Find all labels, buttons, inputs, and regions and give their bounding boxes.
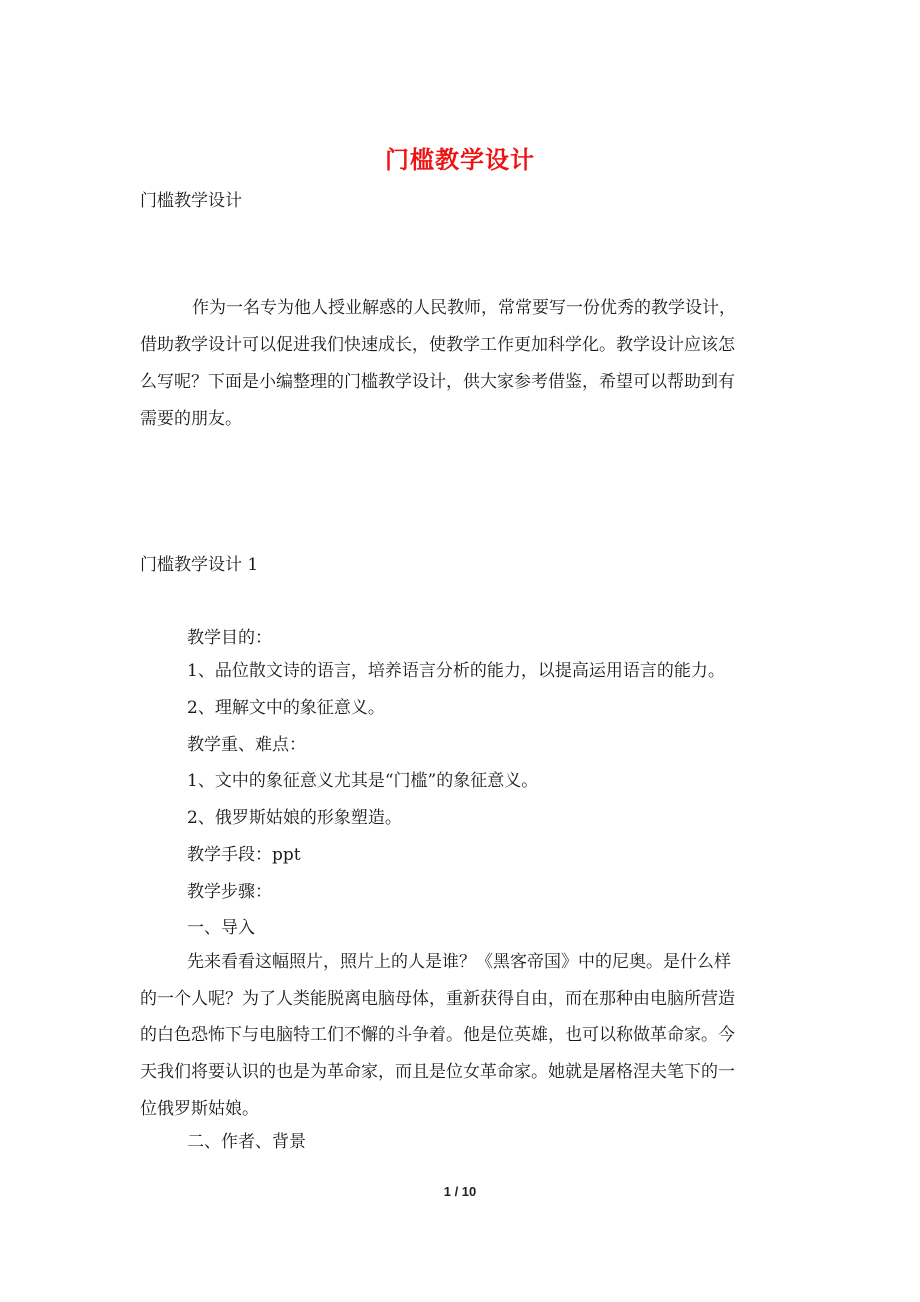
intro-line: 借助教学设计可以促进我们快速成长，使教学工作更加科学化。教学设计应该怎 [140,335,735,355]
document-subtitle: 门槛教学设计 [140,191,242,211]
list-item: 教学重、难点： [187,735,306,755]
intro-line: 么写呢？下面是小编整理的门槛教学设计，供大家参考借鉴，希望可以帮助到有 [140,372,735,392]
intro-line: 作为一名专为他人授业解惑的人民教师，常常要写一份优秀的教学设计， [192,298,736,318]
body-line: 位俄罗斯姑娘。 [140,1099,259,1119]
body-line: 天我们将要认识的也是为革命家，而且是位女革命家。她就是屠格涅夫笔下的一 [140,1062,735,1082]
list-item: 2、理解文中的象征意义。 [187,698,385,718]
section-heading: 门槛教学设计 1 [140,555,259,575]
list-item: 1、文中的象征意义尤其是“门槛”的象征意义。 [187,771,539,791]
list-item: 1、品位散文诗的语言，培养语言分析的能力，以提高运用语言的能力。 [187,661,725,681]
list-item: 教学手段：ppt [187,845,301,865]
list-item: 一、导入 [187,918,255,938]
body-line: 的一个人呢？为了人类能脱离电脑母体，重新获得自由，而在那种由电脑所营造 [140,989,735,1009]
list-item: 2、俄罗斯姑娘的形象塑造。 [187,808,402,828]
list-item: 教学步骤： [187,882,272,902]
list-item: 教学目的： [187,628,272,648]
section-heading-author: 二、作者、背景 [187,1132,306,1152]
body-line: 的白色恐怖下与电脑特工们不懈的斗争着。他是位英雄，也可以称做革命家。今 [140,1025,735,1045]
page-number: 1 / 10 [443,1184,477,1199]
document-title: 门槛教学设计 [385,145,535,174]
body-line: 先来看看这幅照片，照片上的人是谁？《黑客帝国》中的尼奥。是什么样 [187,952,731,972]
intro-line: 需要的朋友。 [140,409,242,429]
